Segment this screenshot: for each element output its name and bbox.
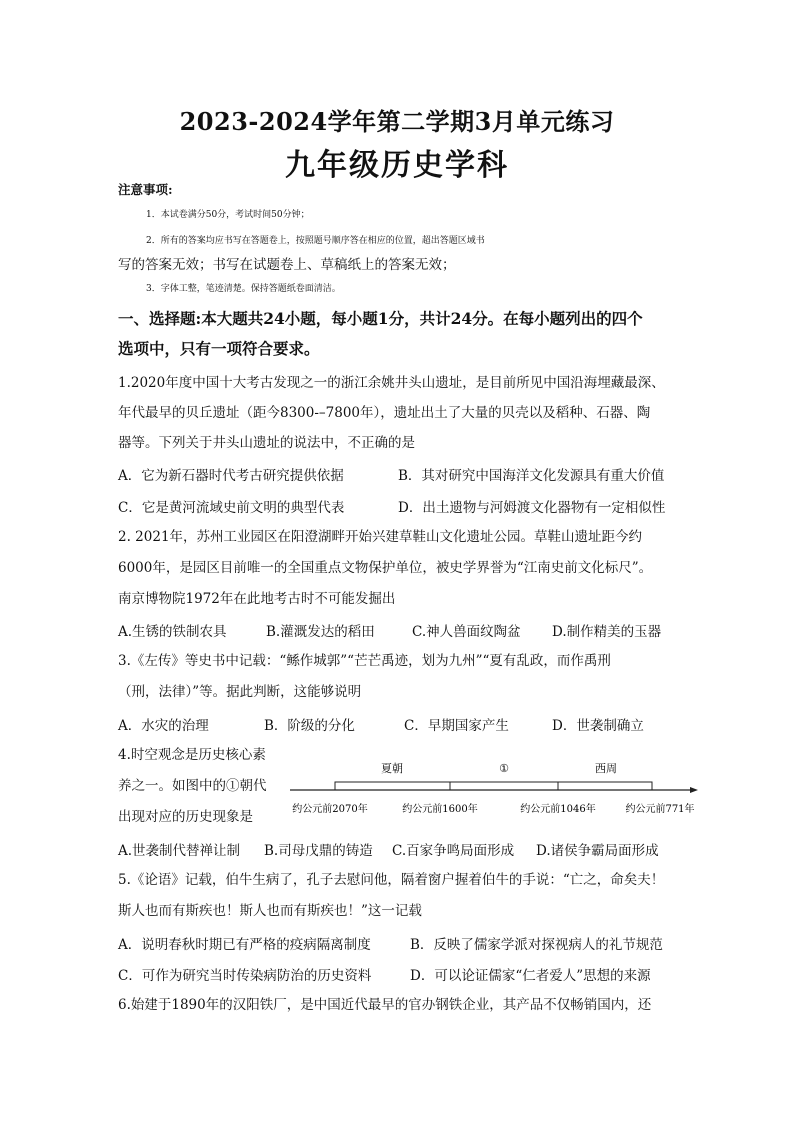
timeline-period-label: ① <box>499 762 509 775</box>
question-1-text: 年代最早的贝丘遗址（距今8300-–7800年），遗址出土了大量的贝壳以及稻种、石器、陶 <box>118 405 651 421</box>
question-4-option-d: D.诸侯争霸局面形成 <box>536 843 659 859</box>
notice-heading: 注意事项: <box>118 182 173 197</box>
question-1-option-a: A．它为新石器时代考古研究提供依据 <box>118 468 344 484</box>
question-3-option-d: D．世袭制确立 <box>552 718 644 734</box>
question-3-text: （刑，法律）”等。据此判断，这能够说明 <box>118 684 362 700</box>
timeline-figure <box>280 754 700 820</box>
question-5-option-b: B．反映了儒家学派对探视病人的礼节规范 <box>410 937 663 953</box>
question-2-option-c: C.神人兽面纹陶盆 <box>412 624 521 640</box>
timeline-period-label: 夏朝 <box>381 762 403 775</box>
question-4-option-c: C.百家争鸣局面形成 <box>392 843 515 859</box>
exam-title: 2023-2024学年第二学期3月单元练习 <box>179 107 615 136</box>
timeline-date-label: 约公元前1600年 <box>402 804 478 815</box>
question-3-option-a: A．水灾的治理 <box>118 718 209 734</box>
notice-item: 3．字体工整，笔迹清楚。保持答题纸卷面清洁。 <box>146 284 341 294</box>
notice-item: 2．所有的答案均应书写在答题卷上，按照题号顺序答在相应的位置，超出答题区域书 <box>146 236 485 246</box>
question-2-option-d: D.制作精美的玉器 <box>552 624 662 640</box>
timeline-date-label: 约公元前1046年 <box>520 804 596 815</box>
subject-title: 九年级历史学科 <box>285 148 509 183</box>
question-4-text: 养之一。如图中的①朝代 <box>118 778 267 794</box>
question-1-option-c: C．它是黄河流域史前文明的典型代表 <box>118 500 345 516</box>
question-3-option-b: B．阶级的分化 <box>264 718 355 734</box>
question-4-text: 出现对应的历史现象是 <box>118 809 253 825</box>
timeline-date-label: 约公元前2070年 <box>292 804 368 815</box>
question-1-option-b: B．其对研究中国海洋文化发源具有重大价值 <box>398 468 665 484</box>
timeline-period-label: 西周 <box>595 762 617 775</box>
question-3-option-c: C．早期国家产生 <box>404 718 509 734</box>
question-5-option-c: C．可作为研究当时传染病防治的历史资料 <box>118 968 372 984</box>
question-5-option-d: D．可以论证儒家“仁者爱人”思想的来源 <box>410 968 651 984</box>
question-2-option-b: B.灌溉发达的稻田 <box>266 624 375 640</box>
question-4-option-a: A.世袭制代替禅让制 <box>118 843 241 859</box>
question-5-text: 5.《论语》记载，伯牛生病了，孔子去慰问他，隔着窗户握着伯牛的手说：“亡之，命矣夫！ <box>118 872 665 888</box>
question-2-text: 南京博物院1972年在此地考古时不可能发掘出 <box>118 591 396 607</box>
section-heading-cont: 选项中，只有一项符合要求。 <box>118 339 320 358</box>
question-2-text: 2. 2021年，苏州工业园区在阳澄湖畔开始兴建草鞋山文化遗址公园。草鞋山遗址距今约 <box>118 529 643 545</box>
notice-item: 写的答案无效；书写在试题卷上、草稿纸上的答案无效； <box>118 257 456 273</box>
question-4-option-b: B.司母戊鼎的铸造 <box>264 843 373 859</box>
question-5-text: 斯人也而有斯疾也！斯人也而有斯疾也！”这一记载 <box>118 903 422 919</box>
timeline-date-label: 约公元前771年 <box>625 804 695 815</box>
question-2-option-a: A.生锈的铁制农具 <box>118 624 227 640</box>
question-1-text: 器等。下列关于井头山遗址的说法中，不正确的是 <box>118 435 415 451</box>
section-heading: 一、选择题:本大题共24小题，每小题1分，共计24分。在每小题列出的四个 <box>118 309 643 328</box>
question-2-text: 6000年，是园区目前唯一的全国重点文物保护单位，被史学界誉为“江南史前文化标尺”。 <box>118 560 653 576</box>
question-1-text: 1.2020年度中国十大考古发现之一的浙江余姚井头山遗址，是目前所见中国沿海埋藏最深、 <box>118 375 665 391</box>
question-3-text: 3.《左传》等史书中记载：“鲧作城郭”“芒芒禹迹，划为九州”“夏有乱政，而作禹刑 <box>118 653 611 669</box>
question-6-text: 6.始建于1890年的汉阳铁厂，是中国近代最早的官办钢铁企业，其产品不仅畅销国内，还 <box>118 997 652 1013</box>
notice-item: 1．本试卷满分50分，考试时间50分钟； <box>146 210 310 220</box>
question-5-option-a: A．说明春秋时期已有严格的疫病隔离制度 <box>118 937 371 953</box>
question-4-text: 4.时空观念是历史核心素 <box>118 747 266 763</box>
question-1-option-d: D．出土遗物与河姆渡文化器物有一定相似性 <box>398 500 666 516</box>
